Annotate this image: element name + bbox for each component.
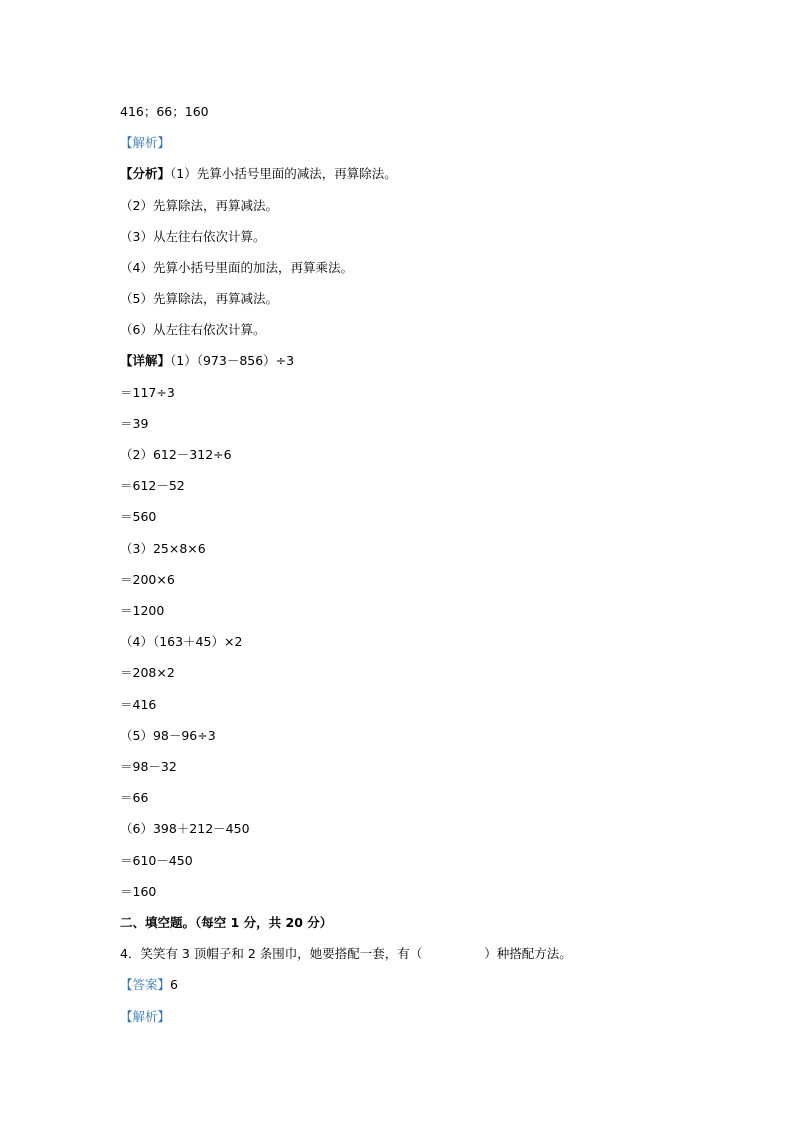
- detail-first-text: （1）（973－856）÷3: [170, 353, 295, 368]
- analysis-step-6: （6）从左往右依次计算。: [120, 322, 266, 337]
- section-title: 二、填空题。（每空 1 分，共 20 分）: [120, 915, 333, 930]
- detail-line: （5）98－96÷3: [120, 728, 216, 743]
- analysis-step-1-text: （1）先算小括号里面的减法，再算除法。: [170, 166, 397, 181]
- detail-line: ＝66: [120, 790, 149, 805]
- detail-line: ＝98－32: [120, 759, 177, 774]
- detail-line: （4）（163＋45）×2: [120, 634, 243, 649]
- analysis-step-2: （2）先算除法，再算减法。: [120, 198, 278, 213]
- detail-line: ＝160: [120, 884, 157, 899]
- detail-line: ＝416: [120, 697, 157, 712]
- jiexi-label: 【解析】: [120, 135, 171, 150]
- detail-line: ＝208×2: [120, 665, 175, 680]
- previous-answer-line: 416；66；160: [120, 104, 209, 119]
- detail-label: 【详解】: [120, 353, 171, 368]
- detail-line: （6）398＋212－450: [120, 821, 250, 836]
- detail-line-1: [120, 352, 294, 370]
- detail-line: ＝610－450: [120, 853, 193, 868]
- question-text-before: 4．笑笑有 3 顶帽子和 2 条围巾，她要搭配一套，有（: [120, 946, 423, 961]
- question-4: [120, 945, 572, 963]
- detail-line: ＝560: [120, 509, 157, 524]
- detail-line: ＝612－52: [120, 478, 185, 493]
- analysis-step-1: [120, 165, 397, 183]
- answer-label: 【答案】: [120, 977, 171, 992]
- analysis-step-5: （5）先算除法，再算减法。: [120, 291, 278, 306]
- analysis-step-4: （4）先算小括号里面的加法，再算乘法。: [120, 260, 353, 275]
- jiexi-label-2: 【解析】: [120, 1009, 171, 1024]
- question-text-after: ）种搭配方法。: [484, 946, 572, 961]
- analysis-step-3: （3）从左往右依次计算。: [120, 229, 266, 244]
- detail-line: （2）612－312÷6: [120, 447, 232, 462]
- detail-line: ＝39: [120, 416, 149, 431]
- answer-value: 6: [170, 977, 178, 992]
- detail-line: ＝117÷3: [120, 385, 175, 400]
- detail-line: ＝1200: [120, 603, 165, 618]
- detail-line: ＝200×6: [120, 572, 175, 587]
- detail-line: （3）25×8×6: [120, 541, 206, 556]
- analysis-label: 【分析】: [120, 166, 171, 181]
- answer-line: [120, 976, 178, 994]
